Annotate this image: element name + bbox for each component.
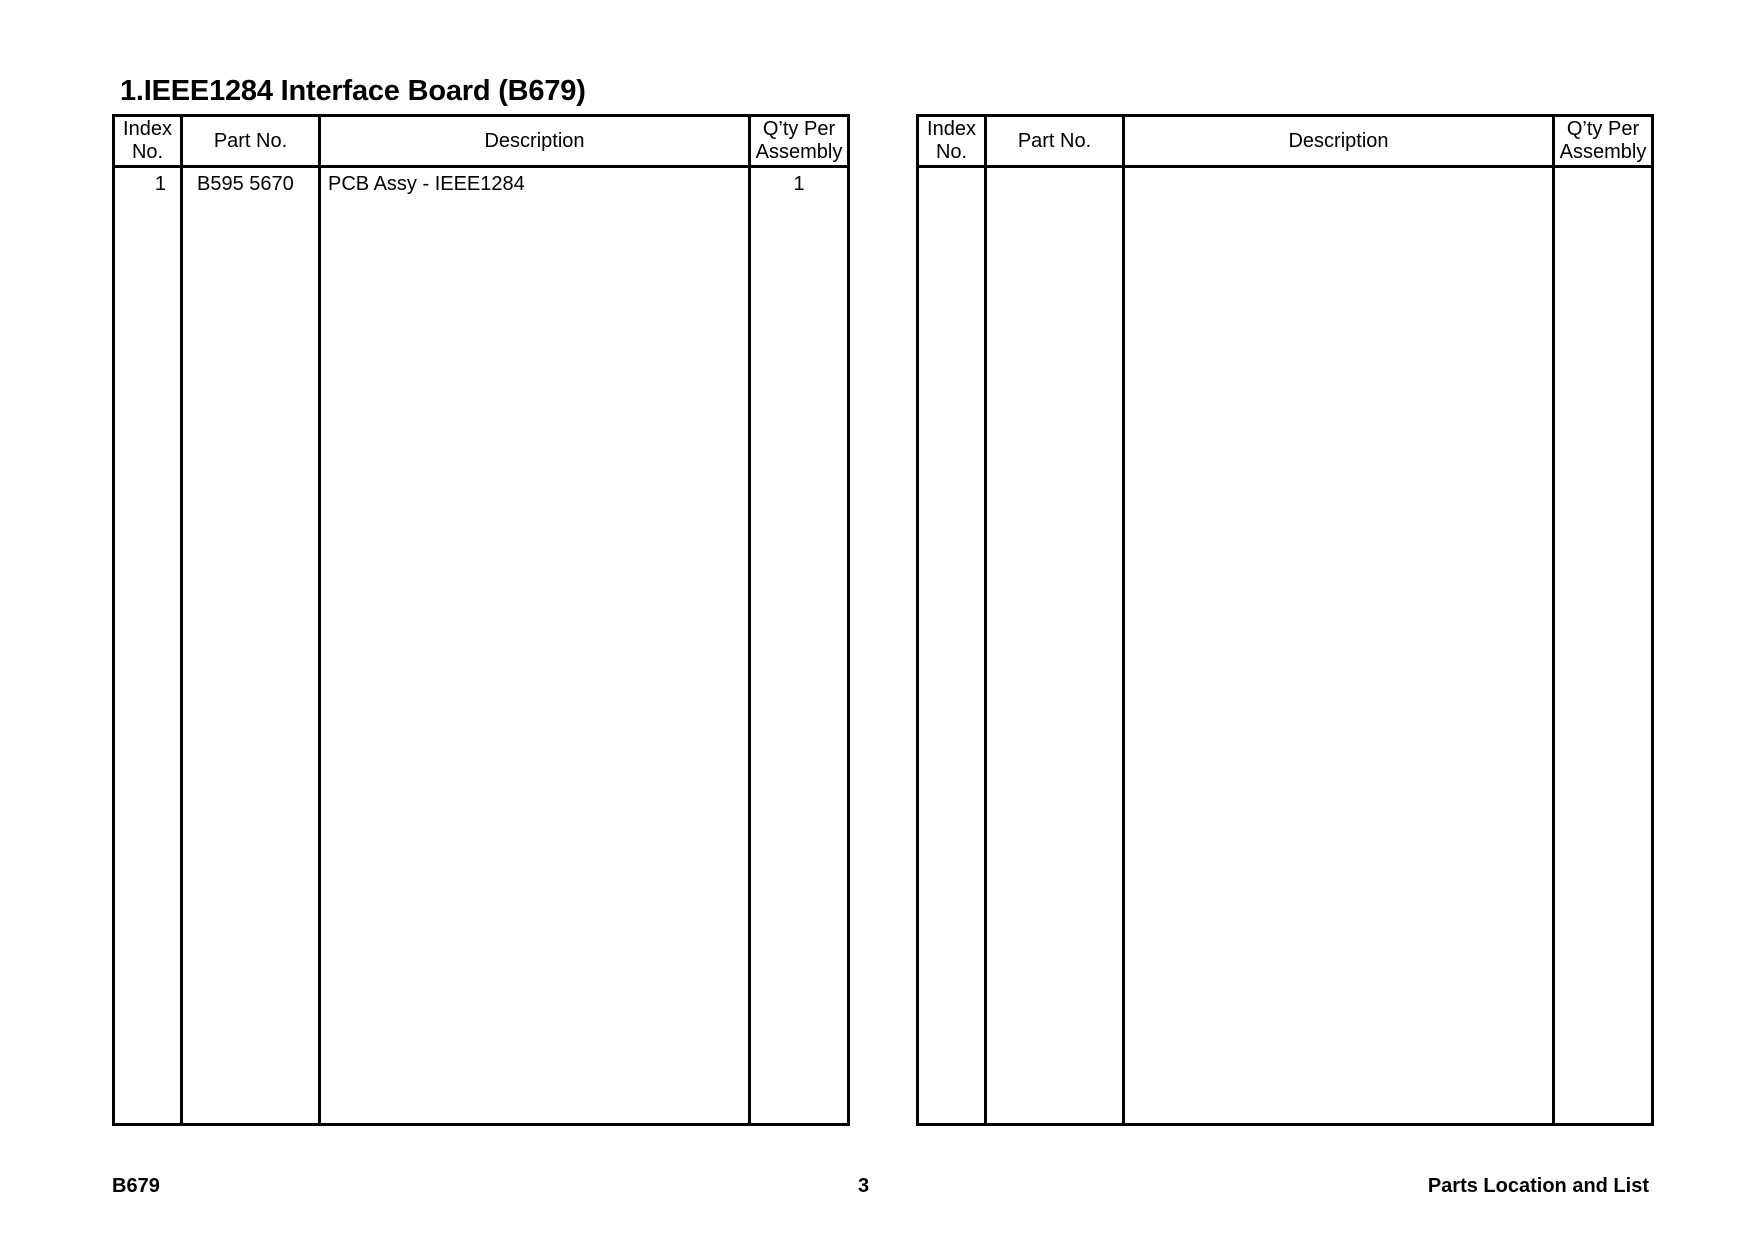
qty-header-line1: Q’ty Per — [762, 118, 836, 140]
index-no-header — [918, 116, 986, 167]
index-header-line1: Index — [927, 118, 976, 140]
table-filler-row — [114, 205, 849, 1125]
qty-per-assembly-header — [750, 116, 849, 167]
table-filler-row — [918, 167, 1653, 1125]
index-header-line2: No. — [131, 141, 164, 163]
part-no-header: Part No. — [182, 116, 320, 167]
description-header: Description — [320, 116, 750, 167]
table-header-row — [114, 116, 849, 167]
qty-per-assembly-header — [1554, 116, 1653, 167]
qty-header-line2: Assembly — [755, 141, 843, 163]
part-no-header: Part No. — [986, 116, 1124, 167]
footer-model-code: B679 — [112, 1175, 160, 1197]
description-cell: PCB Assy - IEEE1284 — [320, 167, 750, 206]
page-title: 1.IEEE1284 Interface Board (B679) — [120, 75, 586, 107]
index-header-line2: No. — [935, 141, 968, 163]
footer-page-number: 3 — [858, 1175, 870, 1197]
table-header-row — [918, 116, 1653, 167]
parts-table-left — [112, 114, 850, 1126]
description-header: Description — [1124, 116, 1554, 167]
index-no-header — [114, 116, 182, 167]
parts-table-right — [916, 114, 1654, 1126]
table-row — [114, 167, 849, 206]
part-no-cell: B595 5670 — [182, 167, 320, 206]
footer-section-title: Parts Location and List — [1427, 1175, 1649, 1197]
qty-header-line1: Q’ty Per — [1566, 118, 1640, 140]
qty-header-line2: Assembly — [1559, 141, 1647, 163]
qty-cell: 1 — [750, 167, 849, 206]
index-header-line1: Index — [123, 118, 172, 140]
index-no-cell: 1 — [114, 167, 182, 206]
